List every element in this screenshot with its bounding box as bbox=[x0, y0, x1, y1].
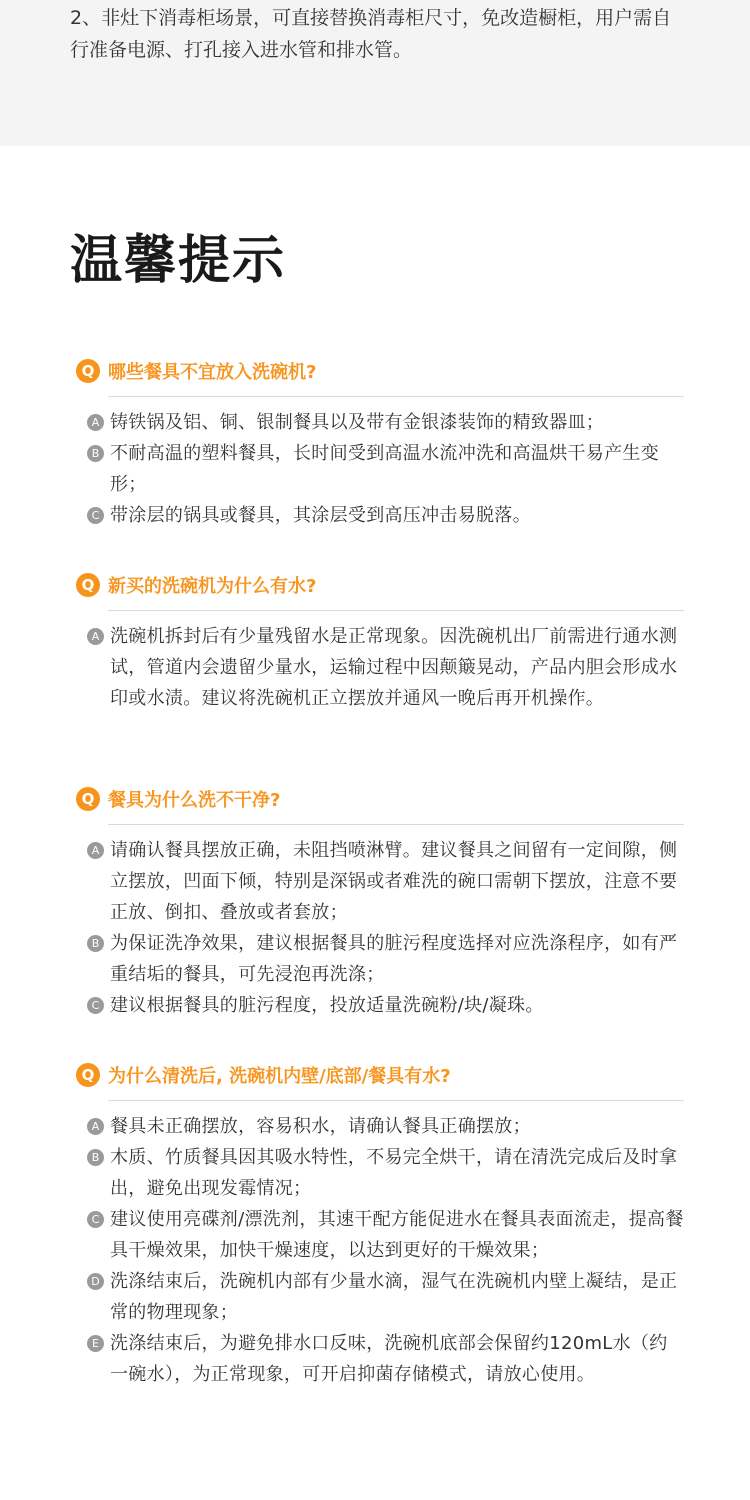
faq-question: 为什么清洗后, 洗碗机内壁/底部/餐具有水? bbox=[108, 1066, 451, 1087]
answer-item bbox=[76, 1111, 684, 1142]
answer-item bbox=[76, 1328, 684, 1390]
answer-text: 铸铁锅及铝、铜、银制餐具以及带有金银漆装饰的精致器皿； bbox=[110, 412, 605, 433]
intro-text: 2、非灶下消毒柜场景，可直接替换消毒柜尺寸，免改造橱柜，用户需自行准备电源、打孔接入进水管和排水管。 bbox=[70, 7, 672, 61]
answer-badge-icon: C bbox=[87, 997, 104, 1014]
answer-badge-icon: D bbox=[87, 1273, 104, 1290]
answer-text: 为保证洗净效果，建议根据餐具的脏污程度选择对应洗涤程序，如有严重结垢的餐具，可先浸泡再洗涤； bbox=[110, 933, 678, 985]
answer-item bbox=[76, 407, 684, 438]
answer-text: 不耐高温的塑料餐具，长时间受到高温水流冲洗和高温烘干易产生变形； bbox=[110, 443, 659, 495]
q-icon: Q bbox=[76, 359, 100, 383]
q-icon: Q bbox=[76, 787, 100, 811]
faq-question-row bbox=[76, 356, 684, 386]
answer-item bbox=[76, 621, 684, 714]
answer-text: 洗碗机拆封后有少量残留水是正常现象。因洗碗机出厂前需进行通水测试，管道内会遗留少量水，运输过程中因颠簸晃动，产品内胆会形成水印或水渍。建议将洗碗机正立摆放并通风一晚后再开机操作。 bbox=[110, 626, 678, 709]
answer-item bbox=[76, 990, 684, 1021]
answer-badge-icon: A bbox=[87, 842, 104, 859]
faq-question-row bbox=[76, 1060, 684, 1090]
faq-answers bbox=[76, 835, 684, 1021]
intro-band bbox=[0, 0, 750, 146]
answer-badge-icon: A bbox=[87, 1118, 104, 1135]
faq-answers bbox=[76, 621, 684, 714]
answer-badge-icon: A bbox=[87, 628, 104, 645]
q-icon: Q bbox=[76, 573, 100, 597]
q-icon: Q bbox=[76, 1063, 100, 1087]
answer-badge-icon: B bbox=[87, 445, 104, 462]
divider bbox=[108, 1100, 684, 1101]
answer-badge-icon: C bbox=[87, 507, 104, 524]
faq-item bbox=[76, 784, 684, 1021]
answer-text: 木质、竹质餐具因其吸水特性，不易完全烘干，请在清洗完成后及时拿出，避免出现发霉情况； bbox=[110, 1147, 678, 1199]
faq-question: 哪些餐具不宜放入洗碗机? bbox=[108, 362, 317, 383]
faq-answers bbox=[76, 1111, 684, 1390]
answer-text: 餐具未正确摆放，容易积水，请确认餐具正确摆放； bbox=[110, 1116, 531, 1137]
answer-item bbox=[76, 500, 684, 531]
faq-question-row bbox=[76, 784, 684, 814]
answer-item bbox=[76, 438, 684, 500]
answer-item bbox=[76, 1266, 684, 1328]
faq-question-row bbox=[76, 570, 684, 600]
divider bbox=[108, 824, 684, 825]
answer-text: 带涂层的锅具或餐具，其涂层受到高压冲击易脱落。 bbox=[110, 505, 531, 526]
answer-text: 洗涤结束后，洗碗机内部有少量水滴，湿气在洗碗机内壁上凝结，是正常的物理现象； bbox=[110, 1271, 678, 1323]
answer-item bbox=[76, 835, 684, 928]
faq-item bbox=[76, 1060, 684, 1390]
divider bbox=[108, 610, 684, 611]
answer-badge-icon: A bbox=[87, 414, 104, 431]
answer-text: 洗涤结束后，为避免排水口反味，洗碗机底部会保留约120mL水（约一碗水），为正常现象，可开启抑菌存储模式，请放心使用。 bbox=[110, 1333, 668, 1385]
answer-text: 建议根据餐具的脏污程度，投放适量洗碗粉/块/凝珠。 bbox=[110, 995, 544, 1016]
faq-item bbox=[76, 356, 684, 531]
faq-question: 餐具为什么洗不干净? bbox=[108, 790, 281, 811]
answer-badge-icon: B bbox=[87, 935, 104, 952]
divider bbox=[108, 396, 684, 397]
answer-text: 请确认餐具摆放正确，未阻挡喷淋臂。建议餐具之间留有一定间隙，侧立摆放，凹面下倾，特别是深锅或者难洗的碗口需朝下摆放，注意不要正放、倒扣、叠放或者套放； bbox=[110, 840, 678, 923]
faq-answers bbox=[76, 407, 684, 531]
answer-badge-icon: E bbox=[87, 1335, 104, 1352]
faq-question: 新买的洗碗机为什么有水? bbox=[108, 576, 317, 597]
page-title: 温馨提示 bbox=[70, 231, 287, 291]
answer-text: 建议使用亮碟剂/漂洗剂，其速干配方能促进水在餐具表面流走，提高餐具干燥效果，加快干燥速度，以达到更好的干燥效果； bbox=[110, 1209, 684, 1261]
answer-badge-icon: B bbox=[87, 1149, 104, 1166]
answer-item bbox=[76, 1142, 684, 1204]
answer-item bbox=[76, 928, 684, 990]
answer-item bbox=[76, 1204, 684, 1266]
answer-badge-icon: C bbox=[87, 1211, 104, 1228]
faq-item bbox=[76, 570, 684, 714]
